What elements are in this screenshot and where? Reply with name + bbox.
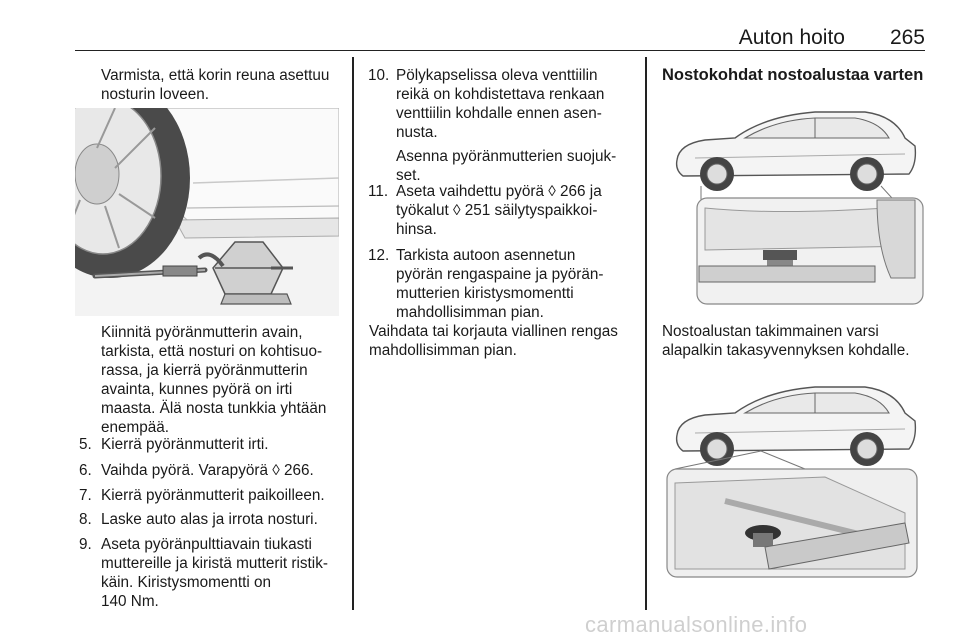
step-number: 9. [79, 536, 92, 553]
step-7: 7. Kierrä pyöränmutterit paikoilleen. [79, 487, 325, 504]
step-9: 9. Aseta pyöränpulttiavain tiukasti muttereille ja kiristä mutterit ristik- käin. Kiristysmomentti on 140 Nm. [79, 536, 328, 610]
step-number: 8. [79, 511, 92, 528]
closing-paragraph: Vaihdata tai korjauta viallinen rengas mahdollisimman pian. [369, 323, 618, 359]
step-10: 10. Pölykapselissa oleva venttiilin reikä on kohdistettava renkaan venttiilin kohdalle ennen asen- nusta. [368, 67, 605, 141]
step-number: 5. [79, 436, 92, 453]
step-number: 10. [368, 67, 390, 84]
step-6: 6. Vaihda pyörä. Varapyörä ◊ 266. [79, 462, 314, 479]
watermark: carmanualsonline.info [585, 612, 808, 637]
step-number: 7. [79, 487, 92, 504]
jack-figure-caption: Kiinnitä pyöränmutterin avain, tarkista, että nosturi on kohtisuo- rassa, ja kierrä pyöränmutterin avainta, kunnes pyörä on irti maasta. Älä nosta tunkkia yhtään enempää. [101, 324, 327, 436]
lift-point-illustration-front [665, 98, 927, 310]
page-header [75, 22, 925, 51]
page-number: 265 [889, 26, 925, 49]
section-heading: Nostokohdat nostoalustaa varten [662, 66, 924, 84]
step-5: 5. Kierrä pyöränmutterit irti. [79, 436, 269, 453]
column-divider-right [645, 57, 647, 610]
step-8: 8. Laske auto alas ja irrota nosturi. [79, 511, 318, 528]
lift-point-illustration-rear [665, 373, 927, 583]
step-12: 12. Tarkista autoon asennetun pyörän rengaspaine ja pyörän- mutterien kiristysmomentti mahdollisimman pian. [368, 247, 604, 321]
step-number: 11. [368, 183, 389, 200]
step-10-continued: Asenna pyöränmutterien suojuk- set. [396, 148, 617, 184]
intro-paragraph: Varmista, että korin reuna asettuu nosturin loveen. [101, 67, 330, 103]
step-11: 11. Aseta vaihdettu pyörä ◊ 266 ja työkalut ◊ 251 säilytyspaikkoi- hinsa. [368, 183, 602, 238]
lift-figure-caption: Nostoalustan takimmainen varsi alapalkin takasyvennyksen kohdalle. [662, 323, 910, 359]
section-title: Auton hoito [738, 26, 845, 49]
step-number: 12. [368, 247, 390, 264]
step-number: 6. [79, 462, 92, 479]
